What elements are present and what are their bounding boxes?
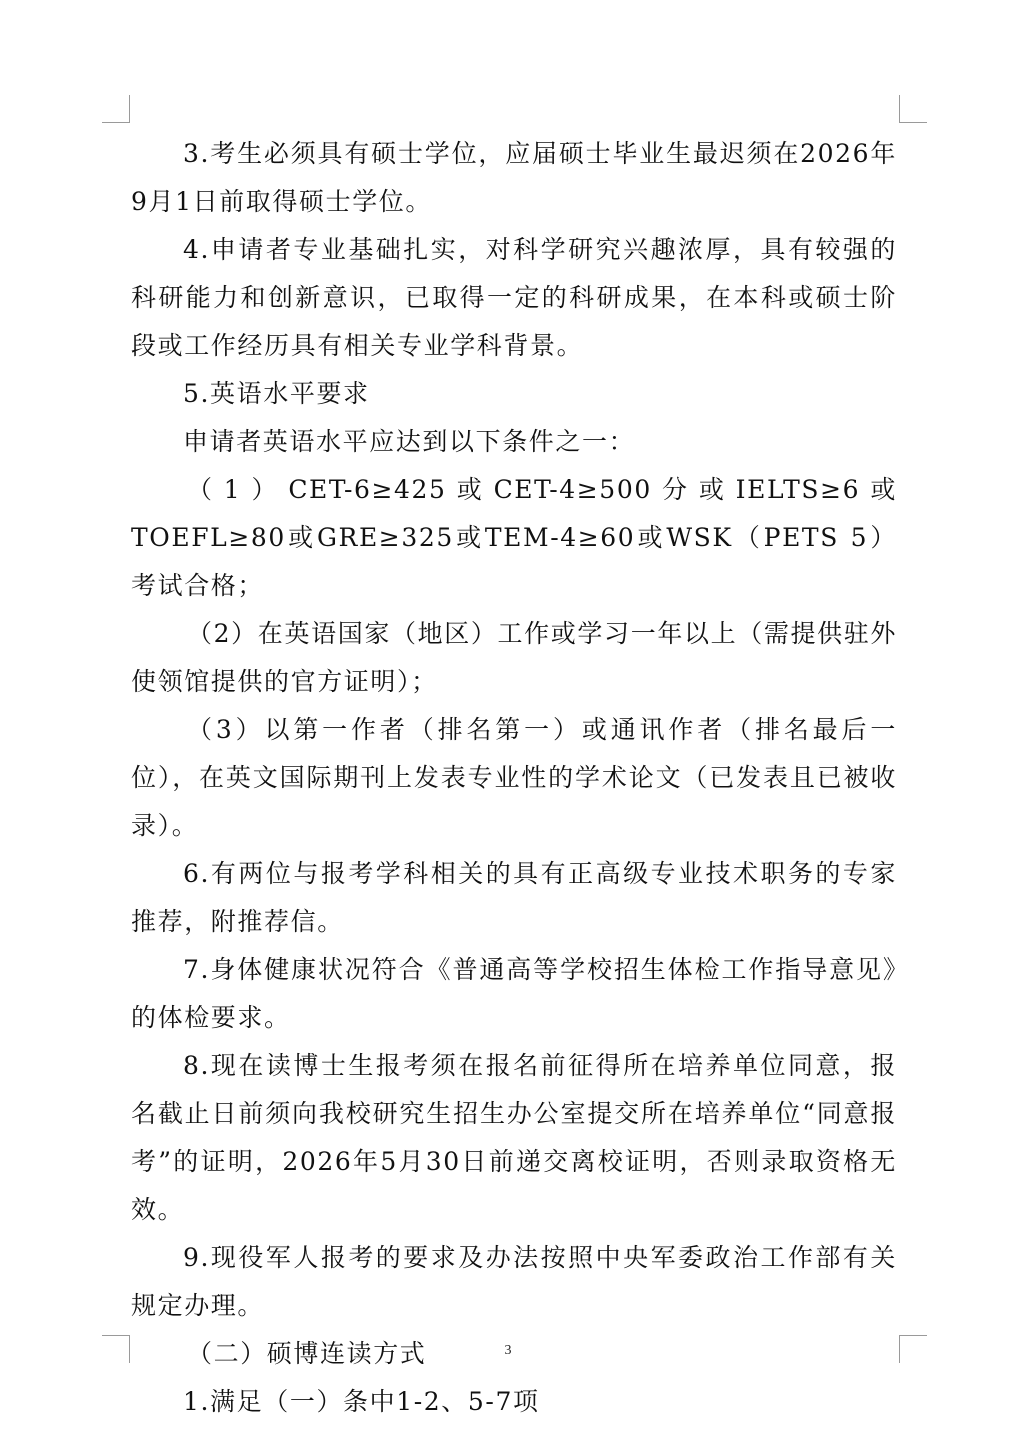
paragraph-recommendation: 6.有两位与报考学科相关的具有正高级专业技术职务的专家推荐，附推荐信。 [131, 859, 897, 936]
crop-mark-bottom-left-horizontal [102, 1335, 130, 1336]
crop-mark-top-right-vertical [899, 95, 900, 123]
paragraph-masters-phd-condition: 1.满足（一）条中1-2、5-7项 [183, 1387, 540, 1416]
crop-mark-bottom-right-horizontal [899, 1335, 927, 1336]
paragraph-english-option-3: （3）以第一作者（排名第一）或通讯作者（排名最后一位），在英文国际期刊上发表专业性的学术论文（已发表且已被收录）。 [131, 715, 897, 840]
crop-mark-top-right-horizontal [899, 122, 927, 123]
paragraph-military: 9.现役军人报考的要求及办法按照中央军委政治工作部有关规定办理。 [131, 1243, 897, 1320]
crop-mark-top-left-vertical [129, 95, 130, 123]
paragraph-current-phd: 8.现在读博士生报考须在报名前征得所在培养单位同意，报名截止日前须向我校研究生招生办公室提交所在培养单位“同意报考”的证明，2026年5月30日前递交离校证明，否则录取资格无效。 [131, 1051, 897, 1224]
page-number: 3 [504, 1343, 512, 1358]
section-heading-masters-phd: （二）硕博连读方式 [187, 1339, 427, 1368]
crop-mark-top-left-horizontal [102, 122, 130, 123]
paragraph-research-ability: 4.申请者专业基础扎实，对科学研究兴趣浓厚，具有较强的科研能力和创新意识，已取得一定的科研成果，在本科或硕士阶段或工作经历具有相关专业学科背景。 [131, 235, 897, 360]
document-body [131, 130, 897, 1426]
paragraph-english-option-1: （1）CET-6≥425或CET-4≥500分或IELTS≥6或TOEFL≥80或GRE≥325或TEM-4≥60或WSK（PETS 5）考试合格； [131, 475, 897, 600]
paragraph-english-heading: 5.英语水平要求 [183, 379, 370, 408]
paragraph-english-option-2: （2）在英语国家（地区）工作或学习一年以上（需提供驻外使领馆提供的官方证明）； [131, 619, 897, 696]
paragraph-health: 7.身体健康状况符合《普通高等学校招生体检工作指导意见》的体检要求。 [131, 955, 897, 1032]
paragraph-english-intro: 申请者英语水平应达到以下条件之一： [183, 427, 636, 456]
paragraph-degree-requirement: 3.考生必须具有硕士学位，应届硕士毕业生最迟须在2026年9月1日前取得硕士学位。 [131, 139, 897, 216]
